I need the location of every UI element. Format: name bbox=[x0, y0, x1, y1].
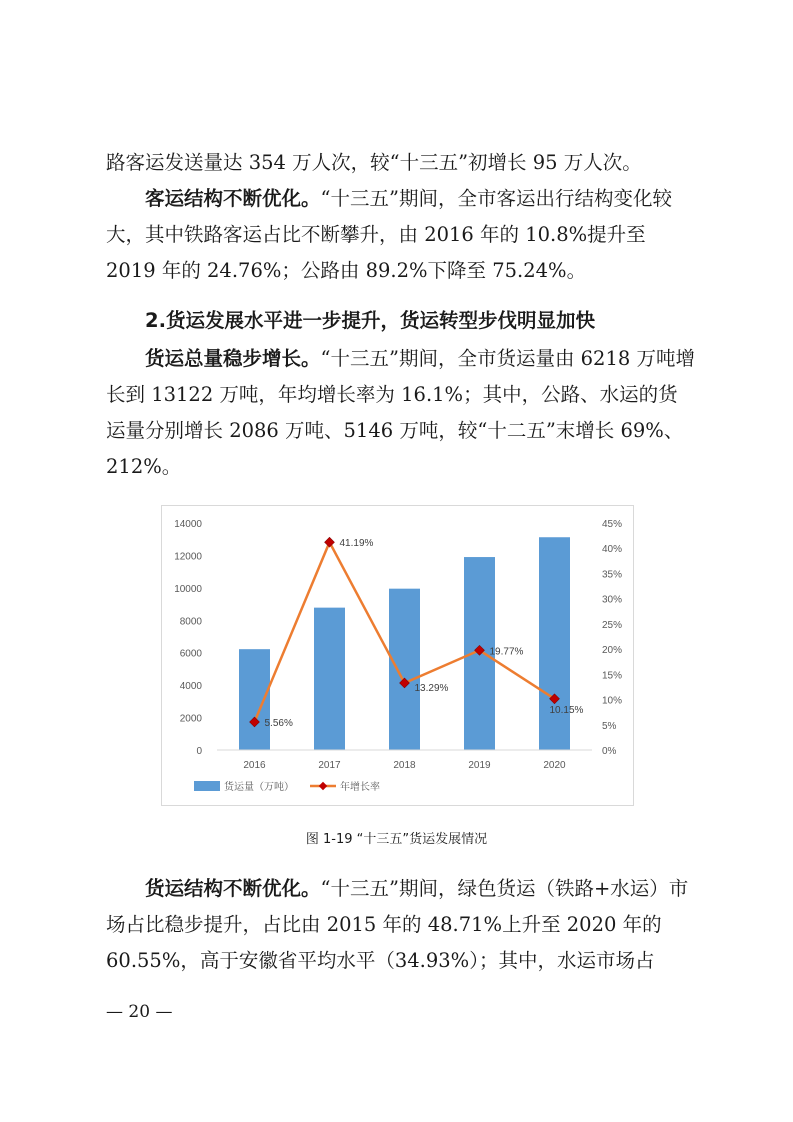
freight-chart bbox=[161, 505, 634, 806]
text-freight-growth: “十三五”期间，全市货运量由 6218 万吨增长到 13122 万吨，年均增长率为 16.1%；其中，公路、水运的货运量分别增长 2086 万吨、5146 万吨，较“十二五”末增长 69%、212%。 bbox=[106, 347, 695, 478]
x-axis-tick-label: 2018 bbox=[393, 760, 416, 771]
bar-freight-volume bbox=[314, 608, 345, 750]
x-axis-tick-label: 2020 bbox=[543, 760, 566, 771]
x-axis-tick-label: 2016 bbox=[243, 760, 266, 771]
page-number: — 20 — bbox=[106, 1002, 173, 1022]
right-axis-tick-label: 15% bbox=[602, 670, 623, 682]
growth-rate-data-label: 5.56% bbox=[264, 717, 293, 729]
bold-lead-freight-structure: 货运结构不断优化。 bbox=[145, 877, 321, 900]
right-axis-tick-label: 40% bbox=[602, 544, 623, 556]
right-axis-tick-label: 35% bbox=[602, 569, 623, 581]
bar-freight-volume bbox=[539, 537, 570, 750]
paragraph-passenger-volume bbox=[106, 145, 696, 181]
left-axis-tick-label: 4000 bbox=[179, 681, 202, 693]
paragraph-passenger-structure bbox=[106, 181, 696, 289]
legend-label-growth-rate: 年增长率 bbox=[340, 782, 380, 793]
left-axis-tick-label: 14000 bbox=[174, 519, 202, 530]
growth-rate-data-label: 41.19% bbox=[339, 538, 374, 550]
paragraph-freight-structure bbox=[106, 871, 696, 979]
right-axis-tick-label: 30% bbox=[602, 594, 623, 606]
right-axis-tick-label: 0% bbox=[602, 746, 617, 757]
left-axis-tick-label: 10000 bbox=[174, 583, 202, 595]
figure-caption: 图 1-19 “十三五”货运发展情况 bbox=[305, 832, 488, 847]
bold-lead-passenger: 客运结构不断优化。 bbox=[145, 187, 321, 210]
x-axis-tick-label: 2017 bbox=[318, 760, 341, 771]
bar-freight-volume bbox=[239, 649, 270, 750]
section-heading-freight bbox=[106, 303, 696, 339]
bold-lead-freight: 货运总量稳步增长。 bbox=[145, 347, 321, 370]
growth-rate-data-label: 10.15% bbox=[549, 704, 584, 716]
growth-rate-marker bbox=[325, 537, 335, 547]
bar-freight-volume bbox=[389, 589, 420, 750]
left-axis-tick-label: 12000 bbox=[174, 551, 202, 563]
right-axis-tick-label: 20% bbox=[602, 645, 623, 657]
freight-chart-svg bbox=[162, 506, 633, 805]
left-axis-tick-label: 6000 bbox=[179, 648, 202, 660]
left-axis-tick-label: 0 bbox=[196, 746, 202, 757]
heading-text: 2.货运发展水平进一步提升，货运转型步伐明显加快 bbox=[145, 309, 595, 332]
growth-rate-data-label: 13.29% bbox=[414, 682, 449, 694]
text-passenger-structure: “十三五”期间，全市客运出行结构变化较大，其中铁路客运占比不断攀升，由 2016 年的 10.8%提升至 2019 年的 24.76%；公路由 89.2%下降至 75.24%。 bbox=[106, 187, 672, 282]
right-axis-tick-label: 5% bbox=[602, 720, 617, 732]
right-axis-tick-label: 10% bbox=[602, 695, 623, 707]
left-axis-tick-label: 8000 bbox=[179, 616, 202, 628]
left-axis-tick-label: 2000 bbox=[179, 713, 202, 725]
text-passenger-volume: 路客运发送量达 354 万人次，较“十三五”初增长 95 万人次。 bbox=[106, 151, 642, 174]
right-axis-tick-label: 45% bbox=[602, 519, 623, 530]
x-axis-tick-label: 2019 bbox=[468, 760, 491, 771]
growth-rate-data-label: 19.77% bbox=[489, 646, 524, 658]
legend-swatch-freight-volume bbox=[194, 781, 220, 791]
legend-swatch-growth-marker bbox=[319, 782, 327, 790]
text-freight-structure: “十三五”期间，绿色货运（铁路+水运）市场占比稳步提升，占比由 2015 年的 48.71%上升至 2020 年的 60.55%，高于安徽省平均水平（34.93%）；其中，水运市场占 bbox=[106, 877, 689, 972]
legend-label-freight-volume: 货运量（万吨） bbox=[224, 782, 294, 793]
right-axis-tick-label: 25% bbox=[602, 619, 623, 631]
paragraph-freight-growth bbox=[106, 341, 696, 485]
